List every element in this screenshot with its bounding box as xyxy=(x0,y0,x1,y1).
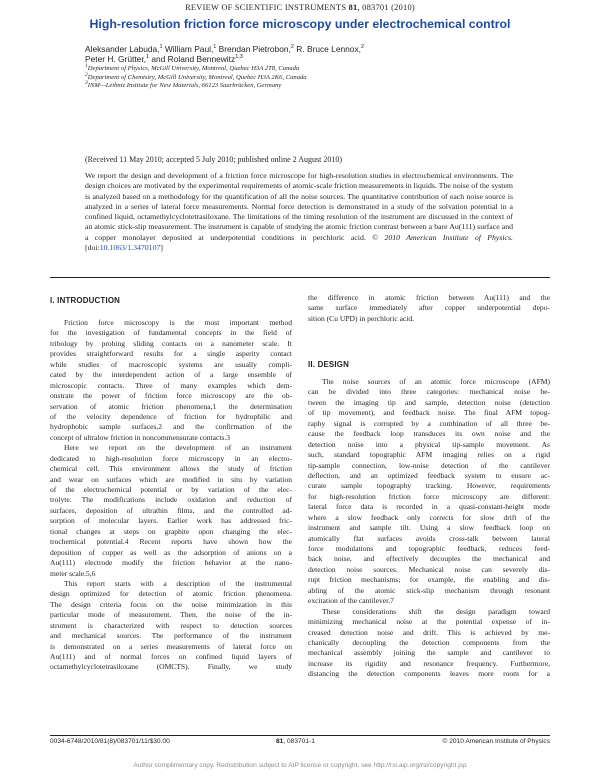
text-line: rupt friction mechanisms; for example, the enabling and dis- xyxy=(308,575,550,585)
text-line: and wear on surfaces which are modified in situ by variation xyxy=(50,474,292,484)
text-line: trolyte. The modifications include oxidation and reduction of xyxy=(50,495,292,505)
text-line: concept of ultralow friction in noncommensurate contacts.3 xyxy=(50,432,231,442)
text-line: surfaces, deposition of ultrathin films, and the controlled ad- xyxy=(50,505,292,515)
author-line-2 xyxy=(85,54,243,64)
journal-volume: 81 xyxy=(348,3,358,12)
text-line: and mechanical sources. The performance of the instrument xyxy=(50,631,292,641)
text-line: meter scale.5,6 xyxy=(50,568,96,578)
text-line: lateral force data is recorded in a quasi-constant-height mode xyxy=(308,502,550,512)
text-line: same surface immediately after copper underpotential depo- xyxy=(308,303,550,313)
text-line: The noise sources of an atomic force microscope (AFM) xyxy=(322,377,550,386)
text-line: deposition of copper as well as the adsorption of anions on a xyxy=(50,547,292,557)
text-line: for high-resolution friction force microscopy are different: xyxy=(308,491,550,501)
author-affiliation-mark: 1 xyxy=(145,54,150,61)
affiliation-2: $^2$Department of Chemistry, McGill University, Montreal, Quebec H3A 2K6, Canada xyxy=(85,71,307,81)
text-line: instrument and sample tilt. Using a slow feedback loop on xyxy=(308,523,550,533)
right-column-design xyxy=(308,377,550,680)
text-line: sorption of molecular layers. Earlier work has addressed fric- xyxy=(50,516,292,526)
paper-title: High-resolution friction force microscopy under electrochemical control xyxy=(89,17,511,31)
text-line: strument is characterized with respect to detection sources xyxy=(50,620,292,630)
text-line: of the electrochemical potential or by variation of the elec- xyxy=(50,485,292,494)
author-line-1 xyxy=(85,44,364,54)
text-line: atomically flat surfaces avoids cross-talk between lateral xyxy=(308,533,550,543)
text-line: while studies of macroscopic systems are usually compli- xyxy=(50,359,292,369)
doi-suffix: ] xyxy=(160,243,163,253)
journal-header xyxy=(0,3,600,12)
author-affiliation-mark: 1 xyxy=(159,44,163,51)
text-line: of the velocity dependence of friction for hydrophilic and xyxy=(50,411,292,421)
text-line: such, standard topographic AFM imaging relies on a rigid xyxy=(308,450,550,460)
text-line: raphy signal is corrupted by a combination of all three be- xyxy=(308,418,550,428)
text-line: dedicated to high-resolution force microscopy in an electro- xyxy=(50,453,292,463)
author-name: William Paul, xyxy=(162,44,214,54)
text-line: design optimized for detection of atomic friction phenomena. xyxy=(50,589,292,599)
text-line: These considerations shift the design paradigm toward xyxy=(322,606,550,616)
journal-name: REVIEW OF SCIENTIFIC INSTRUMENTS xyxy=(185,3,347,12)
text-line: octamethylcyclotetrasiloxane (OMCTS). Finally, we study xyxy=(50,662,292,672)
text-line: the difference in atomic friction between Au(111) and the xyxy=(308,293,550,302)
text-line: Au(111) and of normal forces on confined liquid layers of xyxy=(50,652,292,661)
author-name: R. Bruce Lennox, xyxy=(293,44,361,54)
text-line: chanically decoupling the detection components from the xyxy=(308,637,550,647)
abstract-text: We report the design and development of a friction force microscope for high-resolution studies in electrochemical environments. The design choices are motivated by the experimental requirements of atomic-scale friction measurements in liquids. The noise of the system is analyzed based on a methodology for the quantification of all the noise sources. The quantitative contribution of each noise source is analyzed in a series of lateral force measurements. Normal force detection is demonstrated in a study of the solvation potential in a confined liquid, octamethylcyclotetrasiloxane. The limitations of the timing resolution of the instrument are discussed in the context of an atomic stick-slip measurement. The instrument is capable of studying the atomic friction contrast between a bare Au(111) surface and a copper monolayer deposited at underpotential conditions in perchloric acid. xyxy=(85,171,513,242)
left-column xyxy=(50,318,292,673)
text-line: minimizing mechanical noise at the potential expense of in- xyxy=(308,617,550,627)
section-heading-introduction: I. INTRODUCTION xyxy=(50,296,121,305)
abstract-divider xyxy=(50,277,550,278)
text-line: hydrophobic sample surfaces,2 and the confirmation of the xyxy=(50,422,292,432)
author-affiliation-mark: 2 xyxy=(360,44,365,51)
footer-page: 81, 083701-1 xyxy=(276,738,315,745)
text-line: is demonstrated on a series measurements of lateral force on xyxy=(50,641,292,651)
text-line: mechanical assembly joining the sample and cantilever to xyxy=(308,648,550,658)
text-line: particular mode of measurement. Then, the noise of the in- xyxy=(50,610,292,620)
text-line: abling of the atomic stick-slip mechanism through resonant xyxy=(308,585,550,595)
section-heading-design: II. DESIGN xyxy=(308,360,350,369)
text-line: sition (Cu UPD) in perchloric acid. xyxy=(308,313,415,323)
author-affiliation-mark: 1 xyxy=(213,44,217,51)
copyright-notice: Author complimentary copy. Redistribution subject to AIP license or copyright, see http://rsi.aip.org/rsi/copyright.jsp xyxy=(133,762,467,769)
text-line: detection noise into a physical tip-sample movement. As xyxy=(308,439,550,449)
author-name: Peter H. Grütter, xyxy=(85,54,146,64)
affiliation-1: $^1$Department of Physics, McGill University, Montreal, Quebec H3A 2T8, Canada xyxy=(85,62,300,72)
right-column-top xyxy=(308,293,550,324)
text-line: tip-sample connection, low-noise detection of the cantilever xyxy=(308,460,550,470)
text-line: creased detection noise and drift. This is achieved by me- xyxy=(308,627,550,637)
abstract xyxy=(85,171,513,253)
text-line: back noise, and effectively decouples the mechanical and xyxy=(308,554,550,564)
text-line: Au(111) electrode modify the friction behavior at the nano- xyxy=(50,558,292,568)
text-line: tional changes at steps on graphite upon changing the elec- xyxy=(50,526,292,536)
text-line: curate sample topography tracking. However, requirements xyxy=(308,481,550,491)
text-line: cated by the interdependent action of a large ensemble of xyxy=(50,370,292,380)
text-line: can be divided into three categories: mechanical noise be- xyxy=(308,387,550,397)
text-line: microscopic contacts. Three of many examples which dem- xyxy=(50,380,292,390)
footer-divider xyxy=(50,735,550,736)
author-affiliation-mark: 1,3 xyxy=(235,54,243,61)
text-line: Here we report on the development of an instrument xyxy=(64,443,292,453)
doi-prefix: [doi: xyxy=(85,243,100,253)
text-line: force modulations and topographic feedback, reduces feed- xyxy=(308,544,550,553)
author-name: Brendan Pietrobon, xyxy=(216,44,291,54)
journal-pages: , 083701 (2010) xyxy=(357,3,415,12)
author-name: and Roland Bennewitz xyxy=(149,54,236,64)
text-line: excitation of the cantilever.7 xyxy=(308,596,394,606)
affiliation-3: $^3$INM—Leibniz Institute for New Materials, 66123 Saarbrücken, Germany xyxy=(85,80,282,90)
text-line: increase its rigidity and resonance frequency. Furthermore, xyxy=(308,658,550,668)
author-name: Aleksander Labuda, xyxy=(85,44,160,54)
text-line: provides straightforward results for a single asperity contact xyxy=(50,349,292,359)
text-line: distancing the detection components leaves more room for a xyxy=(308,669,550,679)
text-line: onstrate the power of friction force microscopy are the ob- xyxy=(50,391,292,401)
text-line: chemical cell. This environment allows the study of friction xyxy=(50,464,292,474)
doi-link[interactable]: 10.1063/1.3470107 xyxy=(99,243,161,253)
text-line: detection noise sources. Mechanical noise can severely dis- xyxy=(308,564,550,574)
text-line: servation of atomic friction phenomena,1 the determination xyxy=(50,401,292,411)
text-line: The design criteria focus on the noise minimization in this xyxy=(50,599,292,609)
text-line: deflection, and an optimized feedback system to ensure ac- xyxy=(308,470,550,480)
footer-issn: 0034-6748/2010/81(8)/083701/11/$30.00 xyxy=(50,738,170,745)
text-line: This report starts with a description of the instrumental xyxy=(64,578,292,588)
text-line: of tip movement), and feedback noise. The final AFM topog- xyxy=(308,408,550,418)
author-affiliation-mark: 2 xyxy=(290,44,294,51)
text-line: where a slow feedback only corrects for slow drift of the xyxy=(308,512,550,522)
received-dates: (Received 11 May 2010; accepted 5 July 2010; published online 2 August 2010) xyxy=(85,155,342,164)
text-line: tween the imaging tip and sample, detection noise (detection xyxy=(308,397,550,407)
abstract-copyright: © 2010 American Institute of Physics. xyxy=(372,232,513,242)
text-line: Friction force microscopy is the most important method xyxy=(64,318,292,327)
text-line: cause the feedback loop transduces its own noise and the xyxy=(308,429,550,439)
text-line: trochemical potential.4 Recent reports have shown how the xyxy=(50,537,292,547)
footer-copyright: © 2010 American Institute of Physics xyxy=(442,738,550,745)
text-line: for the investigation of fundamental concepts in the field of xyxy=(50,328,292,338)
text-line: tribology by probing sliding contacts on a nanometer scale. It xyxy=(50,338,292,348)
